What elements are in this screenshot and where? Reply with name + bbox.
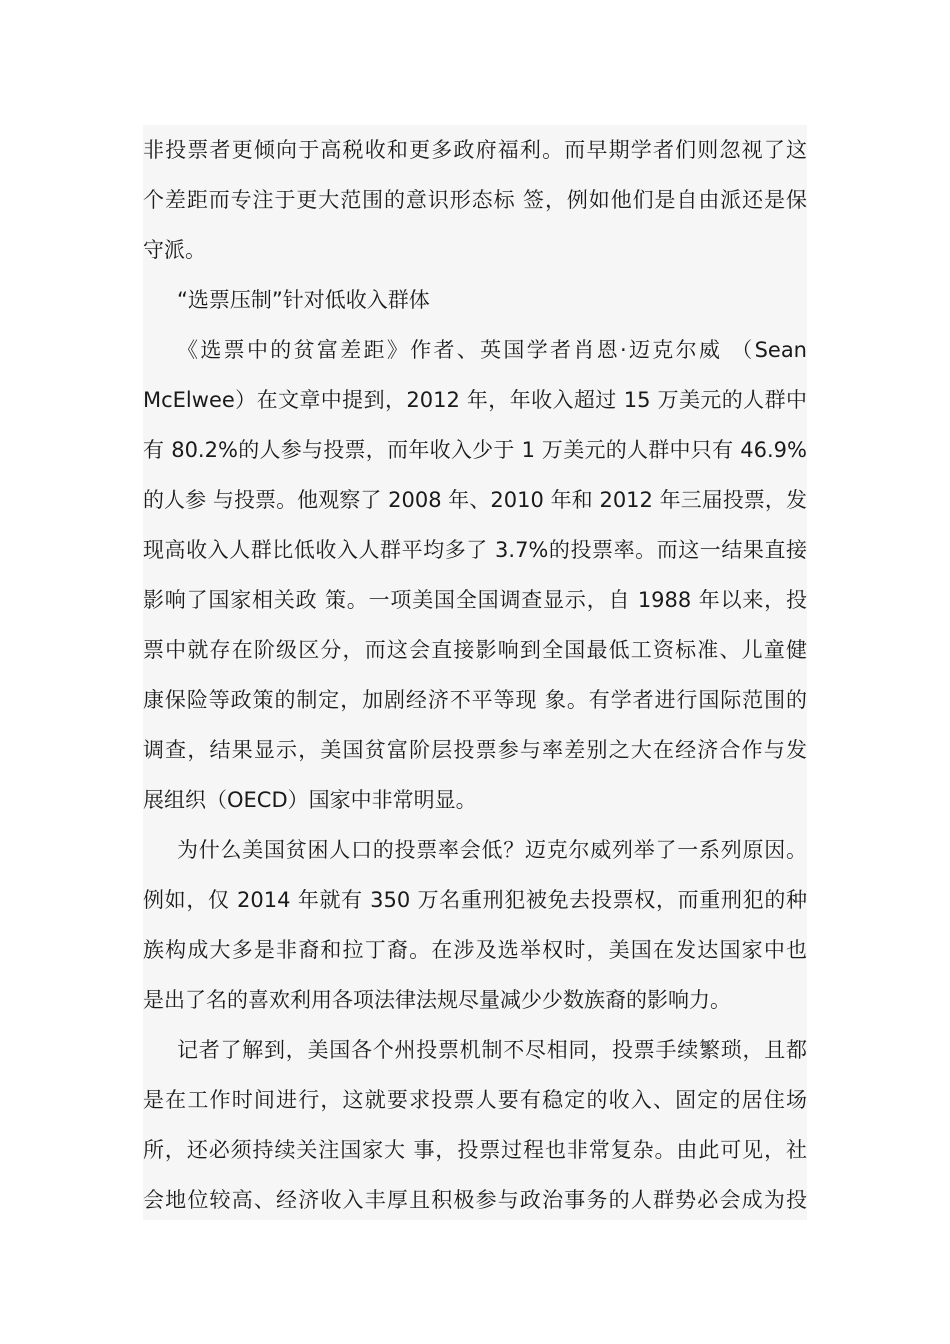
- text-line: 票中就存在阶级区分，而这会直接影响到全国最低工资标准、儿童健: [143, 638, 807, 662]
- text-line: 会地位较高、经济收入丰厚且积极参与政治事务的人群势必会成为投: [143, 1188, 807, 1212]
- text-line: 现高收入人群比低收入人群平均多了 3.7%的投票率。而这一结果直接: [143, 538, 807, 562]
- text-line: 记者了解到，美国各个州投票机制不尽相同，投票手续繁琐，且都: [177, 1038, 807, 1062]
- text-line: 康保险等政策的制定，加剧经济不平等现 象。有学者进行国际范围的: [143, 688, 807, 712]
- text-line: 有 80.2%的人参与投票，而年收入少于 1 万美元的人群中只有 46.9%: [143, 438, 807, 462]
- text-line: 的人参 与投票。他观察了 2008 年、2010 年和 2012 年三届投票，发: [143, 488, 807, 512]
- text-line: McElwee）在文章中提到，2012 年，年收入超过 15 万美元的人群中: [143, 388, 807, 412]
- text-line: 《选票中的贫富差距》作者、英国学者肖恩·迈克尔威 （Sean: [177, 338, 807, 362]
- text-line: 是出了名的喜欢利用各项法律法规尽量减少少数族裔的影响力。: [143, 988, 731, 1012]
- text-line: 为什么美国贫困人口的投票率会低？迈克尔威列举了一系列原因。: [177, 838, 807, 862]
- text-line: 是在工作时间进行，这就要求投票人要有稳定的收入、固定的居住场: [143, 1088, 807, 1112]
- text-line: 所，还必须持续关注国家大 事，投票过程也非常复杂。由此可见，社: [143, 1138, 807, 1162]
- text-line: 非投票者更倾向于高税收和更多政府福利。而早期学者们则忽视了这: [143, 138, 807, 162]
- section-heading: “选票压制”针对低收入群体: [177, 288, 430, 312]
- article-text-block: [143, 125, 807, 1220]
- text-line: 影响了国家相关政 策。一项美国全国调查显示，自 1988 年以来，投: [143, 588, 807, 612]
- text-line: 例如，仅 2014 年就有 350 万名重刑犯被免去投票权，而重刑犯的种: [143, 888, 807, 912]
- text-line: 族构成大多是非裔和拉丁裔。在涉及选举权时，美国在发达国家中也: [143, 938, 807, 962]
- text-line: 守派。: [143, 238, 206, 262]
- text-line: 展组织（OECD）国家中非常明显。: [143, 788, 477, 812]
- text-line: 个差距而专注于更大范围的意识形态标 签，例如他们是自由派还是保: [143, 188, 807, 212]
- text-line: 调查，结果显示，美国贫富阶层投票参与率差别之大在经济合作与发: [143, 738, 807, 762]
